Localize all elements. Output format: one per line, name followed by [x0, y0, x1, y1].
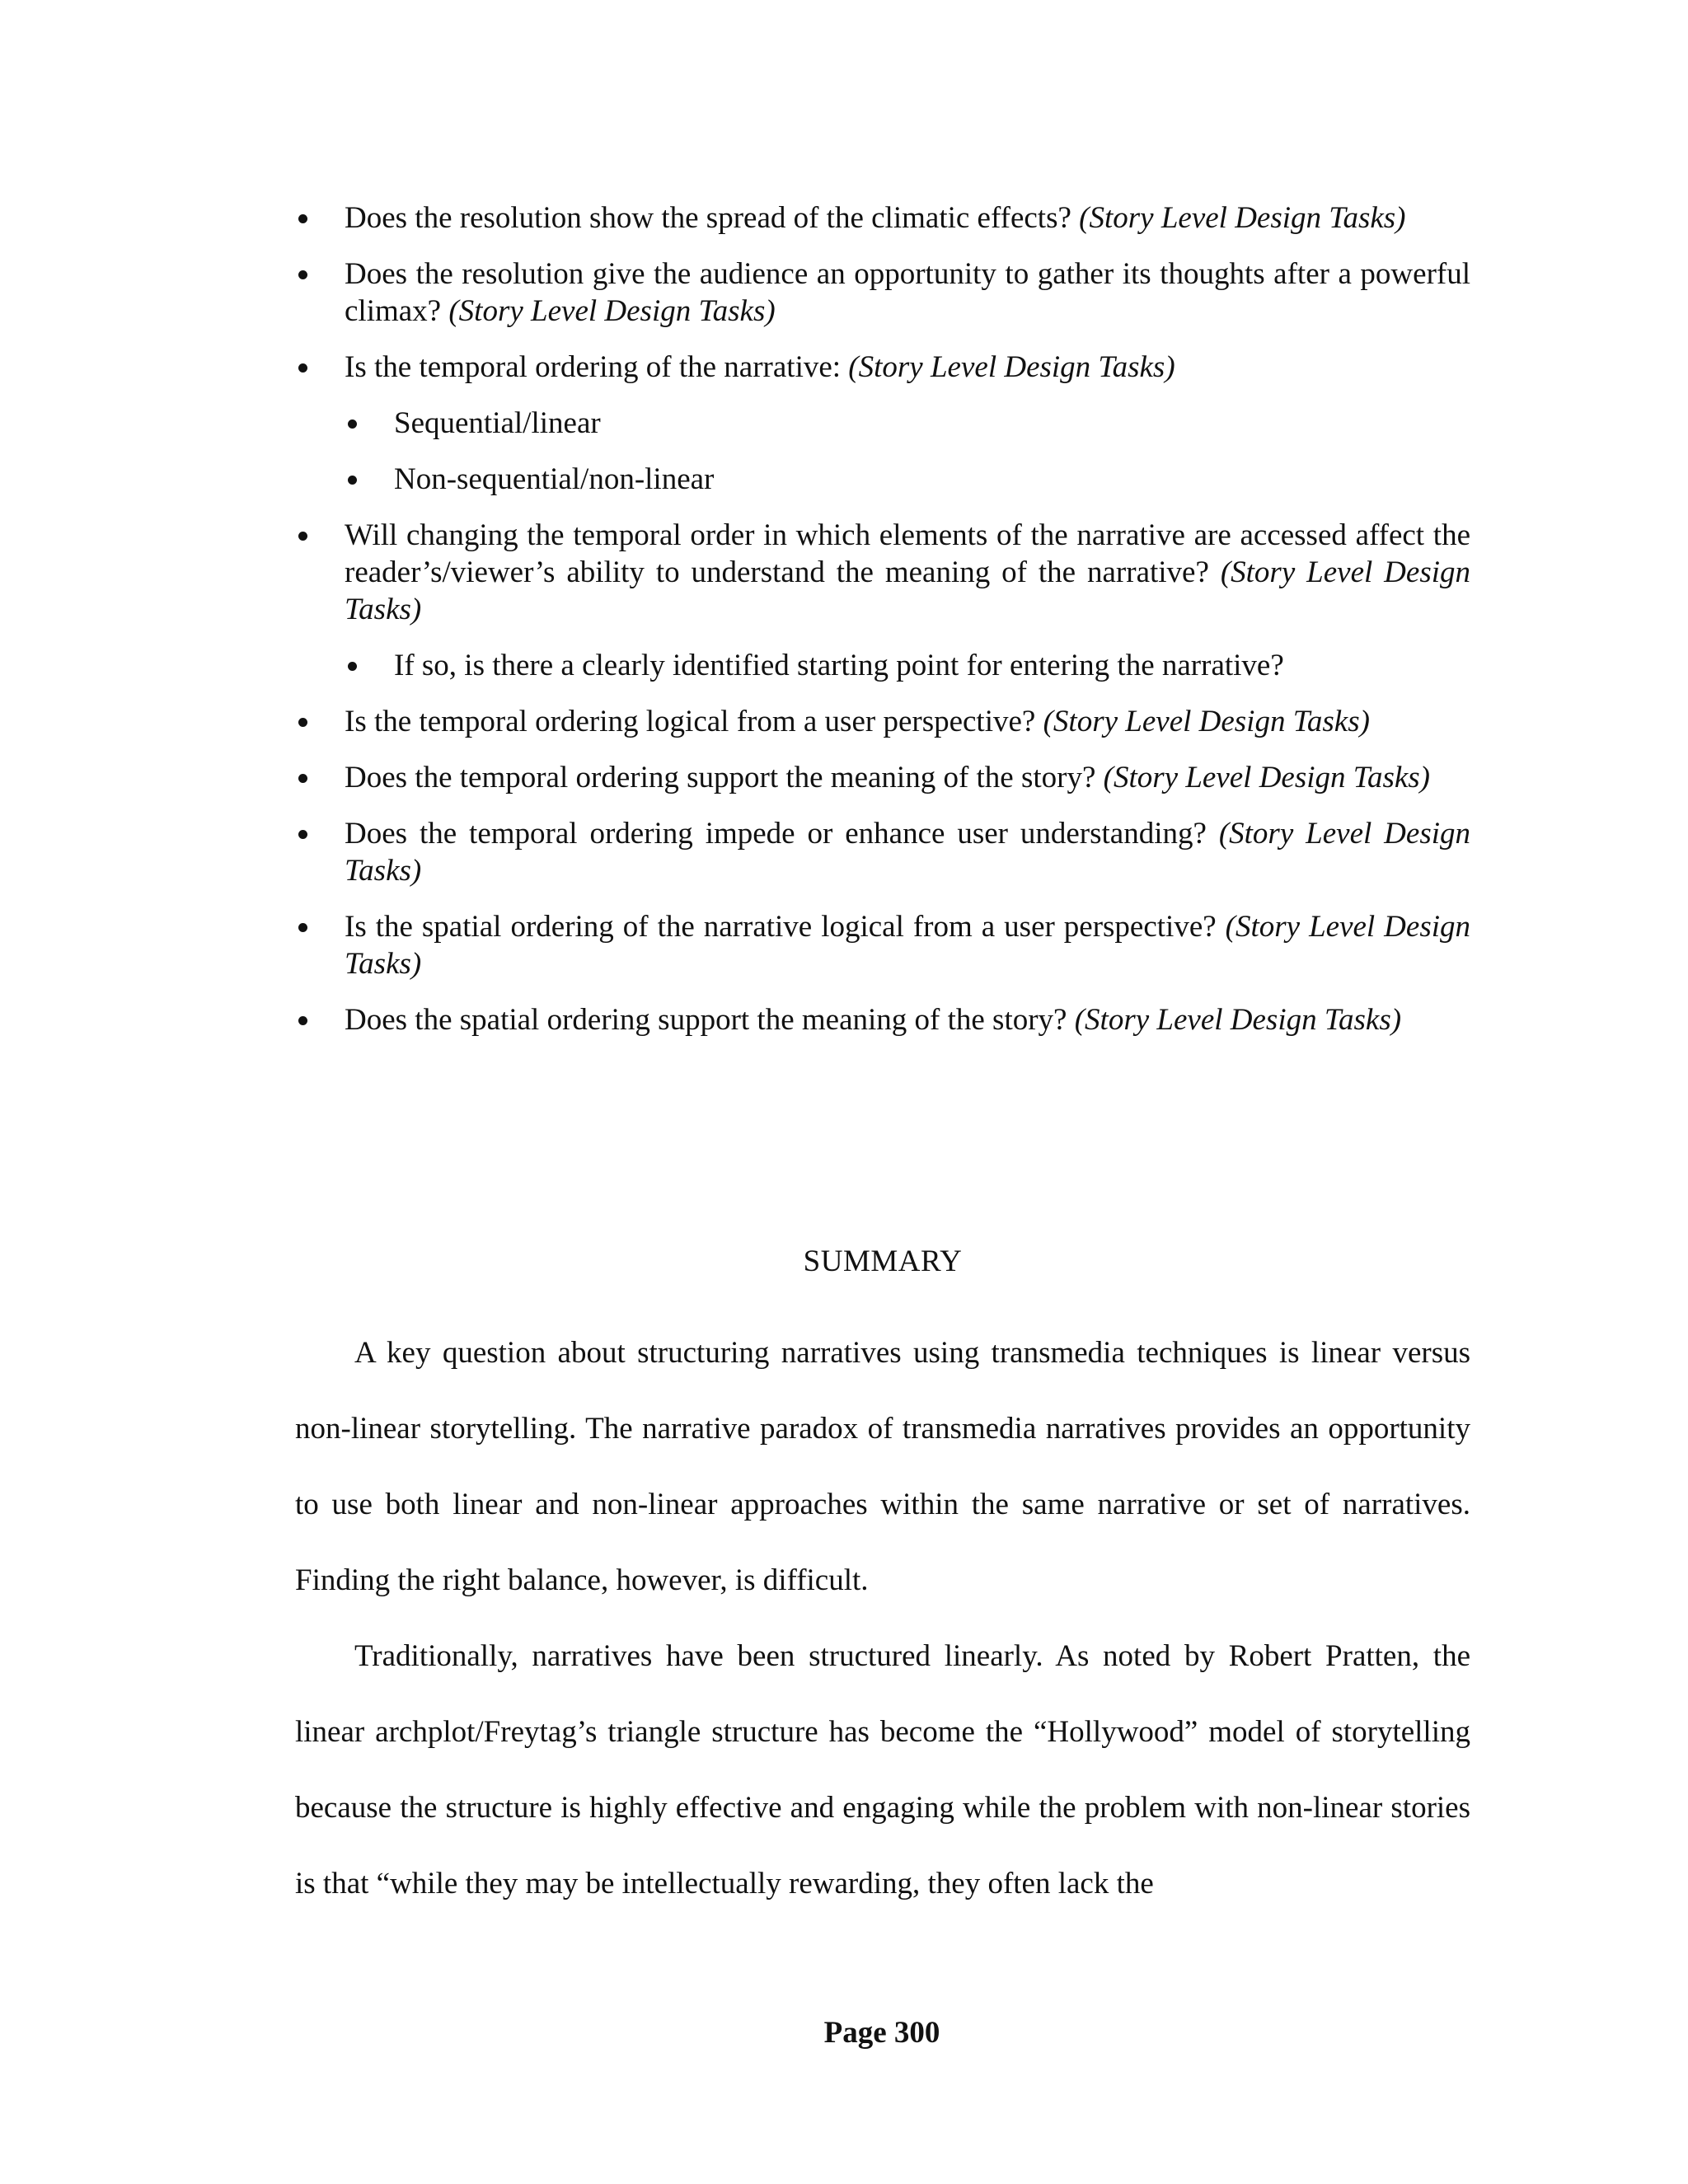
bullet-icon — [298, 1016, 307, 1025]
option-text: Sequential/linear — [394, 406, 601, 440]
question-text: Is the temporal ordering logical from a user perspective? — [345, 705, 1043, 738]
bullet-icon — [298, 270, 307, 279]
list-item — [295, 199, 1470, 237]
sub-list-item — [295, 405, 1470, 442]
summary-paragraph: A key question about structuring narratives using transmedia techniques is linear versus non-linear storytelling. The narrative paradox of transmedia narratives provides an opportunity to use both linear and non-linear approaches within the same narrative or set of narratives. Finding the right balance, however, is difficult. — [295, 1336, 1470, 1597]
question-text: Is the temporal ordering of the narrative: — [345, 350, 849, 384]
question-text: Does the temporal ordering impede or enhance user understanding? — [345, 817, 1219, 851]
task-tag: (Story Level Design Tasks) — [1074, 1003, 1402, 1037]
checklist-section — [295, 199, 1470, 1057]
list-item — [295, 1001, 1470, 1038]
bullet-icon — [348, 419, 357, 429]
bullet-icon — [298, 923, 307, 932]
question-text: Is the spatial ordering of the narrative logical from a user perspective? — [345, 910, 1226, 944]
bullet-icon — [348, 476, 357, 485]
question-list — [295, 199, 1470, 1038]
bullet-icon — [298, 532, 307, 541]
sub-list-item — [295, 647, 1470, 684]
summary-paragraph: Traditionally, narratives have been structured linearly. As noted by Robert Pratten, the linear archplot/Freytag’s triangle structure has become the “Hollywood” model of storytelling because the structure is highly effective and engaging while the problem with non-linear stories is that “while they may be intellectually rewarding, they often lack the — [295, 1639, 1470, 1900]
bullet-icon — [298, 774, 307, 783]
page-number: Page 300 — [823, 2016, 940, 2050]
list-item — [295, 908, 1470, 982]
bullet-icon — [298, 214, 307, 223]
question-text: Does the temporal ordering support the meaning of the story? — [345, 761, 1104, 794]
list-item — [295, 517, 1470, 628]
question-text: Will changing the temporal order in which elements of the narrative are accessed affect the reader’s/viewer’s ability to understand the meaning of the narrative? — [345, 518, 1470, 589]
task-tag: (Story Level Design Tasks) — [345, 910, 1470, 981]
list-item — [295, 703, 1470, 740]
bullet-icon — [298, 830, 307, 839]
task-tag: (Story Level Design Tasks) — [1103, 761, 1430, 794]
summary-body — [295, 1315, 1470, 1922]
question-text: Does the resolution show the spread of the climatic effects? — [345, 201, 1080, 235]
list-item — [295, 349, 1470, 386]
option-text: If so, is there a clearly identified starting point for entering the narrative? — [394, 649, 1284, 682]
list-item — [295, 759, 1470, 796]
bullet-icon — [298, 363, 307, 373]
task-tag: (Story Level Design Tasks) — [345, 817, 1471, 888]
task-tag: (Story Level Design Tasks) — [345, 555, 1470, 626]
task-tag: (Story Level Design Tasks) — [848, 350, 1175, 384]
section-heading: SUMMARY — [803, 1244, 963, 1278]
task-tag: (Story Level Design Tasks) — [448, 294, 776, 328]
option-text: Non-sequential/non-linear — [394, 462, 715, 496]
sub-list-item — [295, 461, 1470, 498]
bullet-icon — [298, 718, 307, 727]
task-tag: (Story Level Design Tasks) — [1043, 705, 1370, 738]
bullet-icon — [348, 662, 357, 671]
task-tag: (Story Level Design Tasks) — [1079, 201, 1406, 235]
list-item — [295, 255, 1470, 330]
question-text: Does the spatial ordering support the meaning of the story? — [345, 1003, 1075, 1037]
list-item — [295, 815, 1470, 889]
question-text: Does the resolution give the audience an opportunity to gather its thoughts after a powerful climax? — [345, 257, 1470, 328]
